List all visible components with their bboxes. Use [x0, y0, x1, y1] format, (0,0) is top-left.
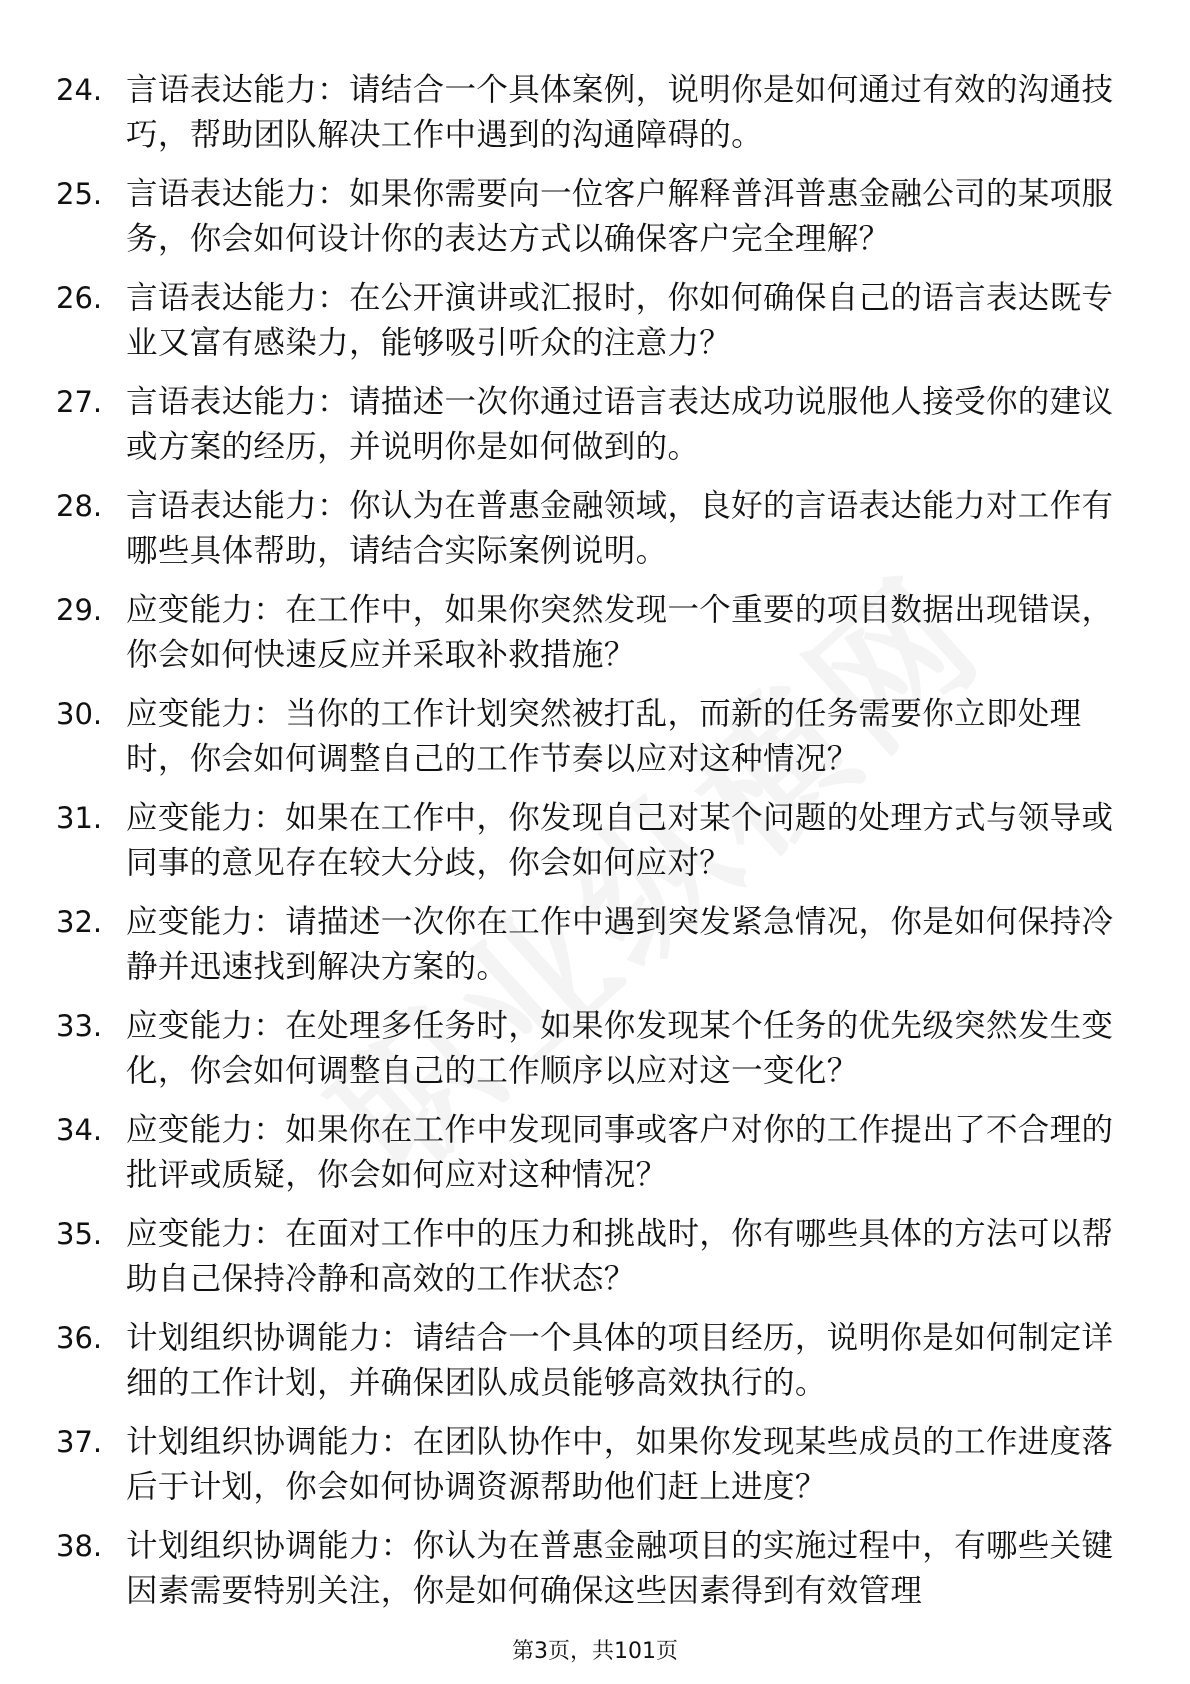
- question-number: 32.: [56, 905, 103, 939]
- question-number: 31.: [56, 801, 103, 835]
- list-item: [0, 1420, 1190, 1524]
- question-text: 应变能力：在面对工作中的压力和挑战时，你有哪些具体的方法可以帮助自己保持冷静和高效的工作状态？: [126, 1216, 1114, 1297]
- question-text: 应变能力：在工作中，如果你突然发现一个重要的项目数据出现错误，你会如何快速反应并采取补救措施？: [126, 592, 1114, 673]
- list-item: [0, 1212, 1190, 1316]
- question-text: 言语表达能力：你认为在普惠金融领域，良好的言语表达能力对工作有哪些具体帮助，请结合实际案例说明。: [126, 488, 1114, 569]
- question-list: [0, 68, 1190, 1628]
- question-number: 30.: [56, 697, 103, 731]
- question-text: 言语表达能力：请描述一次你通过语言表达成功说服他人接受你的建议或方案的经历，并说明你是如何做到的。: [126, 384, 1114, 465]
- question-text: 言语表达能力：如果你需要向一位客户解释普洱普惠金融公司的某项服务，你会如何设计你的表达方式以确保客户完全理解？: [126, 176, 1114, 257]
- list-item: [0, 1316, 1190, 1420]
- question-number: 28.: [56, 489, 103, 523]
- list-item: [0, 900, 1190, 1004]
- question-number: 36.: [56, 1321, 103, 1355]
- question-text: 言语表达能力：在公开演讲或汇报时，你如何确保自己的语言表达既专业又富有感染力，能够吸引听众的注意力？: [126, 280, 1114, 361]
- page-number-footer: 第3页，共101页: [512, 1639, 678, 1664]
- list-item: [0, 1524, 1190, 1628]
- list-item: [0, 692, 1190, 796]
- list-item: [0, 276, 1190, 380]
- question-number: 34.: [56, 1113, 103, 1147]
- question-number: 25.: [56, 177, 103, 211]
- list-item: [0, 484, 1190, 588]
- list-item: [0, 796, 1190, 900]
- question-number: 35.: [56, 1217, 103, 1251]
- question-number: 29.: [56, 593, 103, 627]
- list-item: [0, 68, 1190, 172]
- question-number: 37.: [56, 1425, 103, 1459]
- list-item: [0, 1108, 1190, 1212]
- question-text: 应变能力：如果在工作中，你发现自己对某个问题的处理方式与领导或同事的意见存在较大分歧，你会如何应对？: [126, 800, 1114, 881]
- question-number: 33.: [56, 1009, 103, 1043]
- question-text: 应变能力：如果你在工作中发现同事或客户对你的工作提出了不合理的批评或质疑，你会如何应对这种情况？: [126, 1112, 1114, 1193]
- question-text: 应变能力：在处理多任务时，如果你发现某个任务的优先级突然发生变化，你会如何调整自己的工作顺序以应对这一变化？: [126, 1008, 1114, 1089]
- question-number: 27.: [56, 385, 103, 419]
- list-item: [0, 380, 1190, 484]
- list-item: [0, 1004, 1190, 1108]
- list-item: [0, 172, 1190, 276]
- question-text: 计划组织协调能力：请结合一个具体的项目经历，说明你是如何制定详细的工作计划，并确保团队成员能够高效执行的。: [126, 1320, 1114, 1401]
- question-text: 计划组织协调能力：你认为在普惠金融项目的实施过程中，有哪些关键因素需要特别关注，你是如何确保这些因素得到有效管理: [126, 1528, 1114, 1609]
- question-text: 计划组织协调能力：在团队协作中，如果你发现某些成员的工作进度落后于计划，你会如何协调资源帮助他们赶上进度？: [126, 1424, 1114, 1505]
- question-text: 应变能力：当你的工作计划突然被打乱，而新的任务需要你立即处理时，你会如何调整自己的工作节奏以应对这种情况？: [126, 696, 1082, 777]
- question-number: 24.: [56, 73, 103, 107]
- question-number: 26.: [56, 281, 103, 315]
- question-number: 38.: [56, 1529, 103, 1563]
- question-text: 言语表达能力：请结合一个具体案例，说明你是如何通过有效的沟通技巧，帮助团队解决工作中遇到的沟通障碍的。: [126, 72, 1114, 153]
- list-item: [0, 588, 1190, 692]
- question-text: 应变能力：请描述一次你在工作中遇到突发紧急情况，你是如何保持冷静并迅速找到解决方案的。: [126, 904, 1114, 985]
